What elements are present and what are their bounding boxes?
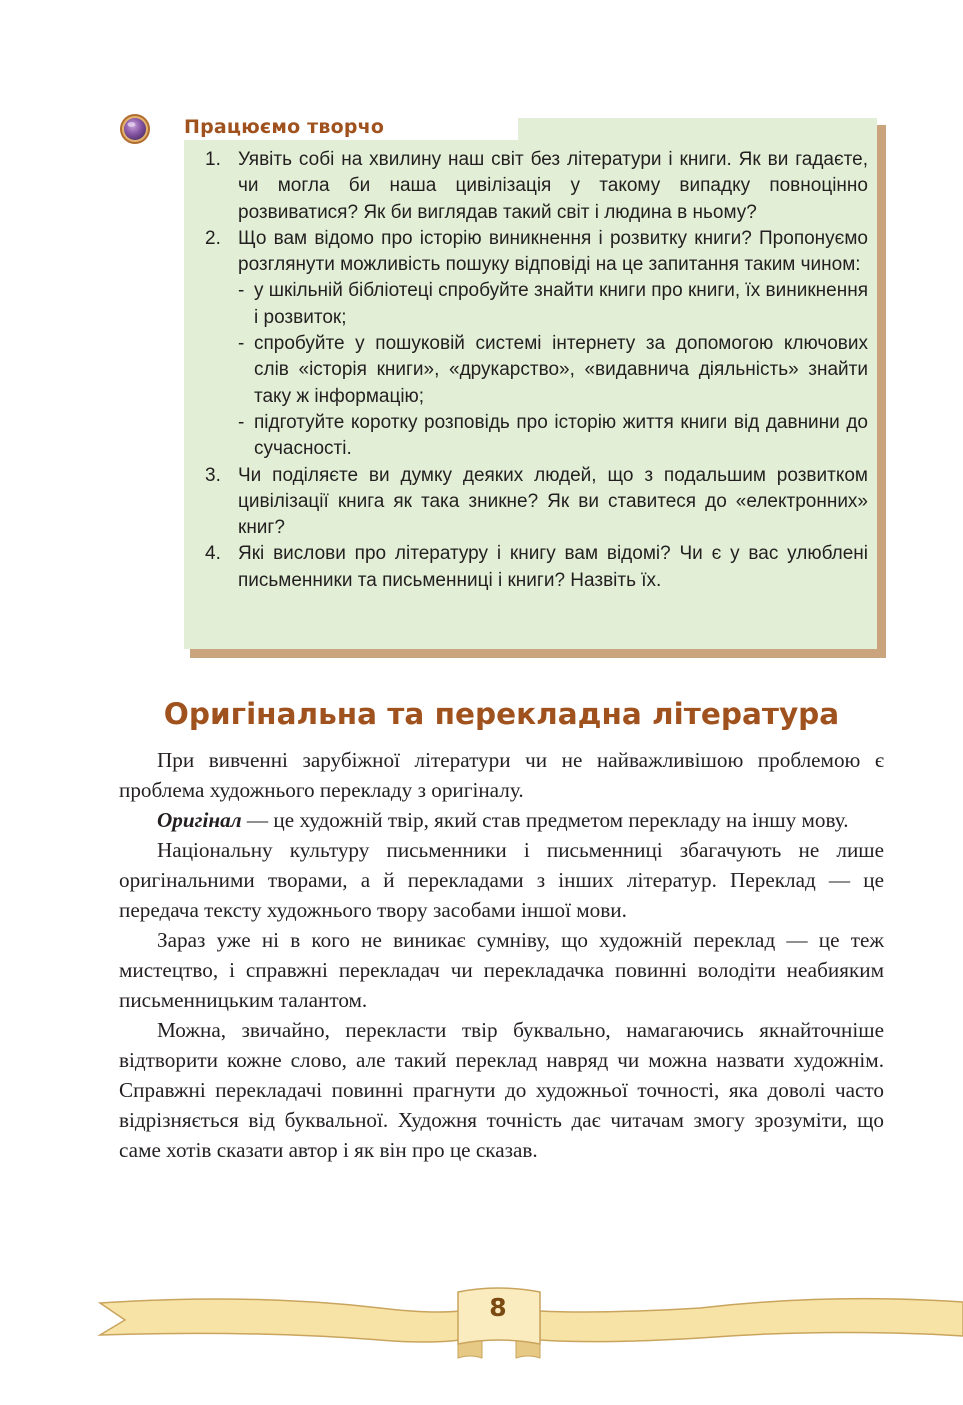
- paragraph-definition: [119, 805, 884, 835]
- paragraph: Зараз уже ні в кого не виникає сумніву, що художній переклад — це теж мистецтво, і справжні перекладач чи перекладачка повинні володіти неабияким письменницьким талантом.: [119, 928, 884, 1012]
- task-item-text: Уявіть собі на хвилину наш світ без літератури і книги. Як ви гадаєте, чи могла би наша цивілізація у такому випадку повноцінно розвиватися? Як би виглядав такий світ і людина в ньому?: [238, 149, 868, 223]
- dash-marker: -: [238, 333, 245, 355]
- task-list: [200, 147, 868, 594]
- term-original: Оригінал: [157, 808, 242, 832]
- dash-marker: -: [238, 280, 245, 302]
- paragraph: При вивченні зарубіжної літератури чи не найважливішою проблемою є проблема художнього перекладу з оригіналу.: [119, 748, 884, 802]
- task-item-number: 3.: [205, 464, 221, 486]
- task-subitem: [238, 410, 868, 463]
- task-item-text: Чи поділяєте ви думку деяких людей, що з подальшим розвитком цивілізації книга як така зникне? Як ви ставитеся до «електронних» книг?: [238, 464, 868, 539]
- task-subitem-text: підготуйте коротку розповідь про історію життя книги від давнини до сучасності.: [254, 411, 868, 460]
- task-title: Працюємо творчо: [184, 116, 385, 138]
- page-number: 8: [489, 1293, 507, 1322]
- paragraph: Можна, звичайно, перекласти твір буквально, намагаючись якнайточніше відтворити кожне слово, але такий переклад навряд чи можна назвати художнім. Справжні перекладачі повинні прагнути до художньої точності, яка доволі часто відрізняється від буквальної. Художня точність дає читачам змогу зрозуміти, що саме хотів сказати автор і як він про це сказав.: [119, 1018, 884, 1162]
- task-subitem-text: у шкільній бібліотеці спробуйте знайти книги про книги, їх виникнення і розвиток;: [254, 280, 868, 328]
- task-subitem-text: спробуйте у пошуковій системі інтернету за допомогою ключових слів «історія книги», «друкарство», «видавнича діяльність» знайти таку ж інформацію;: [254, 333, 868, 407]
- task-item-1: [200, 147, 868, 226]
- task-subitem: [238, 278, 868, 331]
- body-text: [119, 745, 884, 1165]
- task-item-number: 1.: [205, 149, 221, 170]
- task-item-2: [200, 226, 868, 463]
- definition-text: — це художній твір, який став предметом перекладу на іншу мову.: [241, 808, 849, 832]
- task-item-4: [200, 541, 868, 594]
- task-subitem: [238, 331, 868, 410]
- dash-marker: -: [238, 411, 245, 433]
- task-item-text: Які вислови про літературу і книгу вам відомі? Чи є у вас улюблені письменники та письменниці і книги? Назвіть їх.: [238, 543, 868, 591]
- paragraph: Національну культуру письменники і письменниці збагачують не лише оригінальними творами, а й перекладами з інших літератур. Переклад — це передача тексту художнього твору засобами іншої мови.: [119, 838, 884, 922]
- task-item-3: [200, 463, 868, 542]
- task-item-text: Що вам відомо про історію виникнення і розвитку книги? Пропонуємо розглянути можливість пошуку відповіді на це запитання таким чином:: [238, 227, 868, 276]
- purple-gem-icon: [119, 113, 151, 145]
- task-subitem-list: [238, 278, 868, 462]
- ribbon-banner: [0, 1278, 963, 1370]
- task-item-number: 4.: [205, 543, 221, 565]
- task-item-number: 2.: [205, 227, 221, 249]
- section-heading: Оригінальна та перекладна література: [163, 697, 840, 731]
